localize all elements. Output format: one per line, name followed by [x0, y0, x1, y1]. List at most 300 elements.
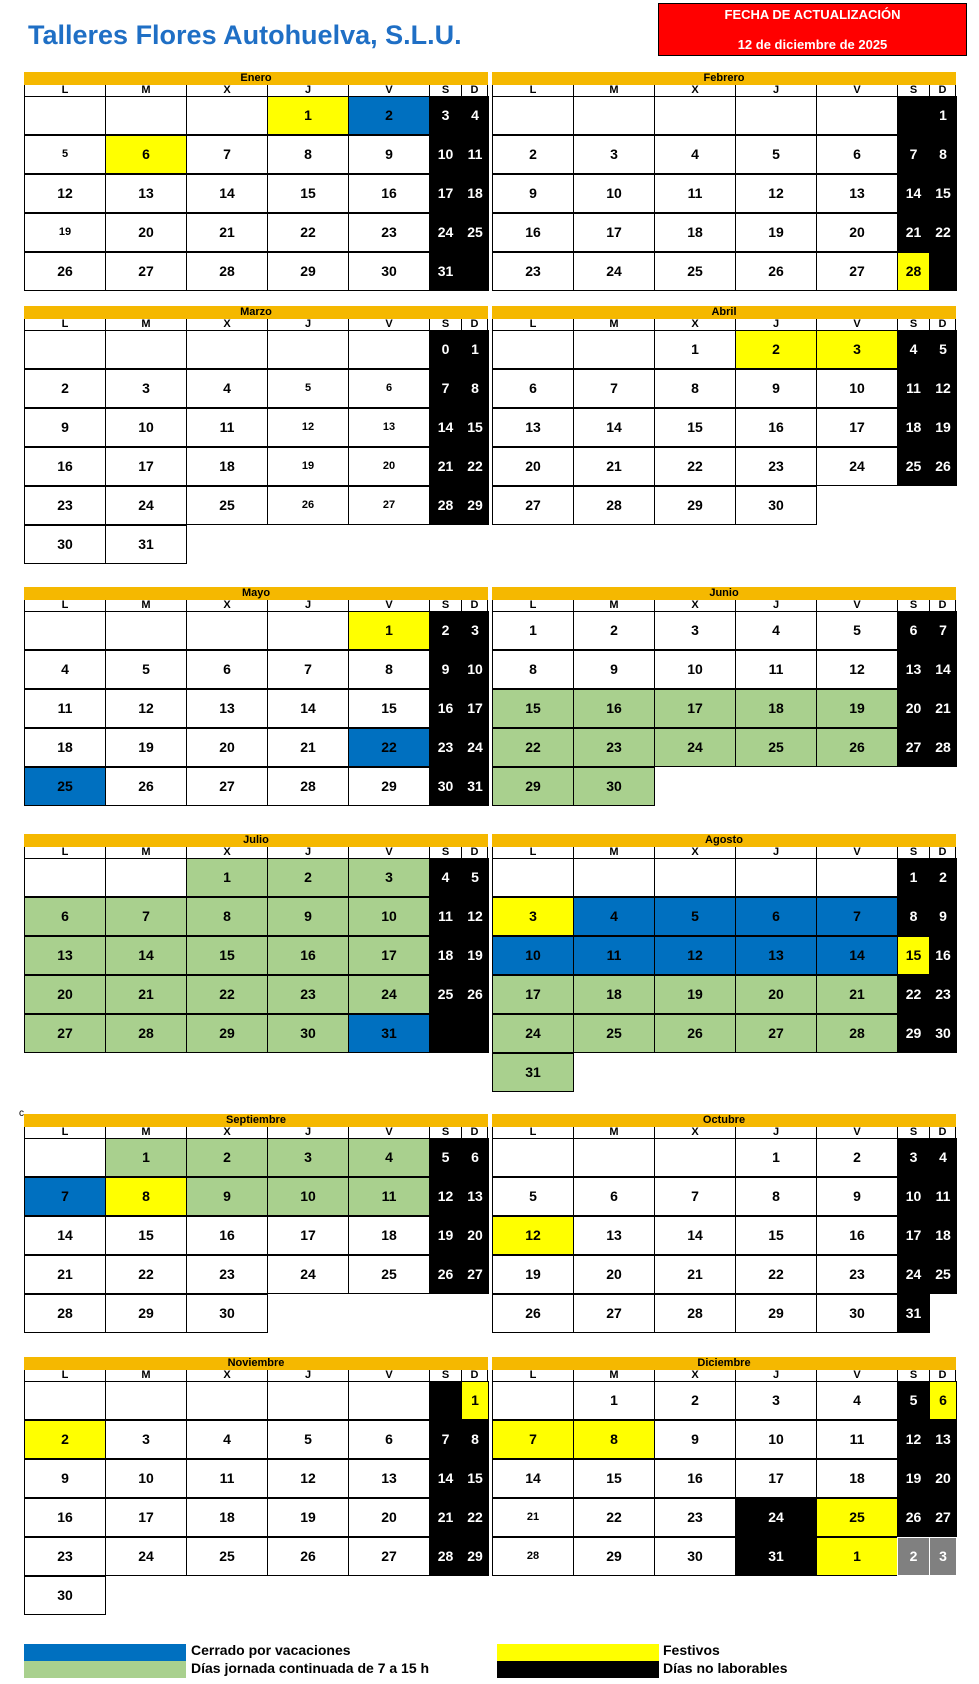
day-cell: 25 — [348, 1255, 430, 1294]
empty-day-cell — [654, 1138, 736, 1177]
day-cell: 9 — [654, 1420, 736, 1459]
day-cell: 11 — [186, 408, 268, 447]
day-cell: 24 — [267, 1255, 349, 1294]
empty-day-cell — [105, 858, 187, 897]
day-cell: 28 — [492, 1537, 574, 1576]
non-working-day-cell: 8 — [461, 1420, 489, 1459]
day-cell: 26 — [492, 1294, 574, 1333]
non-working-day-cell: 19 — [929, 408, 957, 447]
continuous-shift-day-cell: 30 — [573, 767, 655, 806]
weekday-header: D — [929, 600, 956, 611]
update-label: FECHA DE ACTUALIZACIÓN — [724, 7, 901, 22]
day-cell: 28 — [573, 486, 655, 525]
day-cell: 22 — [654, 447, 736, 486]
non-working-day-cell: 21 — [897, 213, 930, 252]
non-working-day-cell: 13 — [461, 1177, 489, 1216]
non-working-day-cell: 1 — [929, 96, 957, 135]
empty-day-cell — [186, 1381, 268, 1420]
month-name: Septiembre — [24, 1114, 488, 1127]
continuous-shift-day-cell: 27 — [24, 1014, 106, 1053]
continuous-shift-day-cell: 20 — [24, 975, 106, 1014]
empty-day-cell — [816, 858, 898, 897]
day-cell: 29 — [573, 1537, 655, 1576]
holiday-day-cell: 2 — [735, 330, 817, 369]
day-cell: 26 — [735, 252, 817, 291]
weekday-header: V — [816, 847, 897, 858]
day-cell: 6 — [186, 650, 268, 689]
day-cell: 13 — [348, 408, 430, 447]
day-cell: 23 — [654, 1498, 736, 1537]
day-cell: 23 — [492, 252, 574, 291]
day-cell: 28 — [654, 1294, 736, 1333]
day-cell: 16 — [654, 1459, 736, 1498]
holiday-day-cell: 3 — [816, 330, 898, 369]
holiday-day-cell: 1 — [267, 96, 349, 135]
day-cell: 11 — [816, 1420, 898, 1459]
day-cell: 9 — [735, 369, 817, 408]
non-working-day-cell: 25 — [429, 975, 462, 1014]
non-working-day-cell: 23 — [429, 728, 462, 767]
day-cell: 27 — [573, 1294, 655, 1333]
continuous-shift-day-cell: 30 — [267, 1014, 349, 1053]
day-cell: 30 — [24, 1576, 106, 1615]
day-cell: 17 — [735, 1459, 817, 1498]
empty-day-cell — [24, 611, 106, 650]
month-name: Junio — [492, 587, 956, 600]
non-working-day-cell: 12 — [897, 1420, 930, 1459]
day-cell: 15 — [654, 408, 736, 447]
day-cell: 8 — [492, 650, 574, 689]
day-cell: 22 — [735, 1255, 817, 1294]
legend-swatch — [24, 1644, 186, 1661]
vacation-day-cell: 11 — [573, 936, 655, 975]
month-name: Enero — [24, 72, 488, 85]
weekday-header: L — [24, 847, 105, 858]
legend-swatch — [497, 1644, 659, 1661]
empty-day-cell — [573, 330, 655, 369]
day-cell: 12 — [267, 1459, 349, 1498]
day-cell: 3 — [735, 1381, 817, 1420]
continuous-shift-day-cell: 16 — [267, 936, 349, 975]
holiday-day-cell: 28 — [897, 252, 930, 291]
non-working-day-cell: 18 — [461, 174, 489, 213]
non-working-day-cell: 23 — [929, 975, 957, 1014]
day-cell: 6 — [816, 135, 898, 174]
non-working-day-cell: 2 — [929, 858, 957, 897]
day-cell: 9 — [573, 650, 655, 689]
holiday-day-cell: 6 — [929, 1381, 957, 1420]
weekday-header: M — [105, 847, 186, 858]
empty-day-cell — [105, 611, 187, 650]
weekday-header: D — [461, 847, 488, 858]
weekday-header: V — [348, 600, 429, 611]
empty-day-cell — [573, 858, 655, 897]
weekday-header: X — [654, 1370, 735, 1381]
day-cell: 31 — [105, 525, 187, 564]
weekday-header: V — [348, 1127, 429, 1138]
non-working-day-cell: 29 — [461, 1537, 489, 1576]
non-working-day-cell: 10 — [897, 1177, 930, 1216]
weekday-header: X — [654, 600, 735, 611]
holiday-day-cell: 2 — [24, 1420, 106, 1459]
non-working-day-cell: 5 — [929, 330, 957, 369]
weekday-header: S — [429, 1127, 461, 1138]
weekday-header: S — [429, 847, 461, 858]
weekday-header: V — [816, 319, 897, 330]
continuous-shift-day-cell: 7 — [105, 897, 187, 936]
day-cell: 14 — [24, 1216, 106, 1255]
empty-day-cell — [267, 611, 349, 650]
non-working-day-cell: 22 — [461, 447, 489, 486]
day-cell: 5 — [492, 1177, 574, 1216]
day-cell: 20 — [186, 728, 268, 767]
continuous-shift-day-cell: 17 — [348, 936, 430, 975]
day-cell: 2 — [492, 135, 574, 174]
continuous-shift-day-cell: 4 — [348, 1138, 430, 1177]
non-working-day-cell: 6 — [461, 1138, 489, 1177]
empty-day-cell — [573, 96, 655, 135]
holiday-day-cell: 8 — [105, 1177, 187, 1216]
continuous-shift-day-cell: 2 — [267, 858, 349, 897]
day-cell: 23 — [24, 486, 106, 525]
continuous-shift-day-cell: 22 — [492, 728, 574, 767]
day-cell: 30 — [24, 525, 106, 564]
continuous-shift-day-cell: 17 — [492, 975, 574, 1014]
weekday-header: V — [816, 600, 897, 611]
day-cell: 9 — [348, 135, 430, 174]
day-cell: 17 — [105, 447, 187, 486]
non-working-day-cell: 27 — [461, 1255, 489, 1294]
empty-day-cell — [24, 330, 106, 369]
continuous-shift-day-cell: 10 — [348, 897, 430, 936]
day-cell: 10 — [105, 408, 187, 447]
day-cell: 30 — [735, 486, 817, 525]
weekday-header: M — [573, 319, 654, 330]
weekday-header: S — [429, 600, 461, 611]
day-cell: 4 — [186, 369, 268, 408]
non-working-day-cell: 26 — [429, 1255, 462, 1294]
day-cell: 28 — [267, 767, 349, 806]
weekday-header: M — [573, 85, 654, 96]
non-working-day-cell: 31 — [897, 1294, 930, 1333]
weekday-header: J — [735, 600, 816, 611]
continuous-shift-day-cell: 28 — [105, 1014, 187, 1053]
weekday-header: S — [897, 319, 929, 330]
non-working-day-cell: 4 — [461, 96, 489, 135]
day-cell: 23 — [735, 447, 817, 486]
day-cell: 29 — [348, 767, 430, 806]
day-cell: 22 — [105, 1255, 187, 1294]
day-cell: 8 — [735, 1177, 817, 1216]
day-cell: 10 — [735, 1420, 817, 1459]
non-working-day-cell: 30 — [929, 1014, 957, 1053]
day-cell: 14 — [573, 408, 655, 447]
weekday-header: D — [461, 1370, 488, 1381]
non-working-day-cell: 27 — [897, 728, 930, 767]
non-working-day-cell: 7 — [429, 1420, 462, 1459]
day-cell: 20 — [816, 213, 898, 252]
weekday-header: V — [816, 1127, 897, 1138]
vacation-day-cell: 12 — [654, 936, 736, 975]
weekday-header: X — [654, 1127, 735, 1138]
legend-label: Días jornada continuada de 7 a 15 h — [191, 1660, 430, 1676]
continuous-shift-day-cell: 13 — [24, 936, 106, 975]
weekday-header: S — [429, 319, 461, 330]
empty-day-cell — [24, 1138, 106, 1177]
day-cell: 11 — [654, 174, 736, 213]
day-cell: 22 — [267, 213, 349, 252]
holiday-day-cell: 1 — [816, 1537, 898, 1576]
empty-day-cell — [267, 330, 349, 369]
continuous-shift-day-cell: 21 — [105, 975, 187, 1014]
non-working-day-cell: 26 — [897, 1498, 930, 1537]
day-cell: 10 — [816, 369, 898, 408]
day-cell: 10 — [105, 1459, 187, 1498]
day-cell: 20 — [105, 213, 187, 252]
non-working-day-cell: 12 — [461, 897, 489, 936]
weekday-header: L — [492, 1127, 573, 1138]
weekday-header: M — [573, 847, 654, 858]
month-name: Noviembre — [24, 1357, 488, 1370]
empty-day-cell — [492, 330, 574, 369]
empty-day-cell — [654, 96, 736, 135]
day-cell: 16 — [735, 408, 817, 447]
weekday-header: X — [186, 600, 267, 611]
day-cell: 16 — [24, 1498, 106, 1537]
continuous-shift-day-cell: 19 — [654, 975, 736, 1014]
vacation-day-cell: 7 — [24, 1177, 106, 1216]
day-cell: 22 — [573, 1498, 655, 1537]
day-cell: 29 — [654, 486, 736, 525]
day-cell: 24 — [105, 1537, 187, 1576]
day-cell: 14 — [267, 689, 349, 728]
day-cell: 21 — [24, 1255, 106, 1294]
day-cell: 24 — [573, 252, 655, 291]
weekday-header: J — [267, 600, 348, 611]
day-cell: 17 — [267, 1216, 349, 1255]
day-cell: 5 — [267, 1420, 349, 1459]
holiday-day-cell: 25 — [816, 1498, 898, 1537]
non-working-day-cell: 11 — [429, 897, 462, 936]
day-cell: 26 — [267, 486, 349, 525]
weekday-header: D — [929, 847, 956, 858]
empty-day-cell — [816, 96, 898, 135]
day-cell: 2 — [24, 369, 106, 408]
update-date: 12 de diciembre de 2025 — [737, 37, 888, 52]
day-cell: 21 — [492, 1498, 574, 1537]
month-name: Octubre — [492, 1114, 956, 1127]
weekday-header: X — [654, 847, 735, 858]
day-cell: 16 — [24, 447, 106, 486]
day-cell: 13 — [186, 689, 268, 728]
day-cell: 19 — [735, 213, 817, 252]
holiday-day-cell: 12 — [492, 1216, 574, 1255]
non-working-day-cell: 24 — [735, 1498, 817, 1537]
weekday-header: L — [24, 1127, 105, 1138]
day-cell: 5 — [735, 135, 817, 174]
vacation-day-cell: 13 — [735, 936, 817, 975]
day-cell: 30 — [816, 1294, 898, 1333]
day-cell: 18 — [816, 1459, 898, 1498]
non-working-day-cell: 28 — [429, 486, 462, 525]
next-year-day-cell: 3 — [929, 1537, 957, 1576]
non-working-day-cell: 4 — [929, 1138, 957, 1177]
weekday-header: S — [897, 600, 929, 611]
non-working-day-cell — [429, 1381, 462, 1420]
empty-day-cell — [105, 330, 187, 369]
day-cell: 27 — [348, 1537, 430, 1576]
weekday-header: V — [348, 85, 429, 96]
weekday-header: L — [24, 600, 105, 611]
weekday-header: J — [267, 1370, 348, 1381]
day-cell: 4 — [735, 611, 817, 650]
vacation-day-cell: 2 — [348, 96, 430, 135]
day-cell: 19 — [267, 447, 349, 486]
non-working-day-cell: 5 — [897, 1381, 930, 1420]
continuous-shift-day-cell: 14 — [105, 936, 187, 975]
non-working-day-cell: 27 — [929, 1498, 957, 1537]
non-working-day-cell: 20 — [897, 689, 930, 728]
next-year-day-cell: 2 — [897, 1537, 930, 1576]
non-working-day-cell: 18 — [429, 936, 462, 975]
continuous-shift-day-cell: 3 — [348, 858, 430, 897]
empty-day-cell — [348, 1381, 430, 1420]
non-working-day-cell: 15 — [929, 174, 957, 213]
day-cell: 16 — [186, 1216, 268, 1255]
weekday-header: J — [267, 85, 348, 96]
day-cell: 8 — [267, 135, 349, 174]
day-cell: 3 — [573, 135, 655, 174]
weekday-header: X — [654, 319, 735, 330]
non-working-day-cell: 18 — [897, 408, 930, 447]
legend-swatch — [497, 1661, 659, 1678]
day-cell: 3 — [105, 1420, 187, 1459]
day-cell: 14 — [492, 1459, 574, 1498]
day-cell: 20 — [348, 447, 430, 486]
non-working-day-cell: 31 — [461, 767, 489, 806]
weekday-header: X — [186, 85, 267, 96]
vacation-day-cell: 4 — [573, 897, 655, 936]
continuous-shift-day-cell: 18 — [735, 689, 817, 728]
day-cell: 28 — [186, 252, 268, 291]
empty-day-cell — [492, 858, 574, 897]
continuous-shift-day-cell: 26 — [654, 1014, 736, 1053]
non-working-day-cell: 22 — [929, 213, 957, 252]
update-date-box — [658, 3, 967, 56]
day-cell: 30 — [348, 252, 430, 291]
day-cell: 24 — [816, 447, 898, 486]
day-cell: 14 — [654, 1216, 736, 1255]
day-cell: 30 — [186, 1294, 268, 1333]
day-cell: 3 — [105, 369, 187, 408]
holiday-day-cell: 1 — [461, 1381, 489, 1420]
non-working-day-cell: 4 — [897, 330, 930, 369]
non-working-day-cell: 14 — [897, 174, 930, 213]
non-working-day-cell: 31 — [429, 252, 462, 291]
weekday-header: V — [348, 319, 429, 330]
non-working-day-cell: 14 — [429, 408, 462, 447]
weekday-header: L — [24, 85, 105, 96]
non-working-day-cell: 10 — [429, 135, 462, 174]
non-working-day-cell: 9 — [429, 650, 462, 689]
day-cell: 17 — [573, 213, 655, 252]
day-cell: 23 — [816, 1255, 898, 1294]
legend-label: Festivos — [663, 1642, 720, 1658]
continuous-shift-day-cell: 18 — [573, 975, 655, 1014]
continuous-shift-day-cell: 24 — [492, 1014, 574, 1053]
continuous-shift-day-cell: 31 — [492, 1053, 574, 1092]
non-working-day-cell: 7 — [897, 135, 930, 174]
weekday-header: S — [429, 85, 461, 96]
empty-day-cell — [186, 330, 268, 369]
non-working-day-cell: 28 — [429, 1537, 462, 1576]
vacation-day-cell: 25 — [24, 767, 106, 806]
continuous-shift-day-cell: 3 — [267, 1138, 349, 1177]
empty-day-cell — [105, 96, 187, 135]
day-cell: 2 — [816, 1138, 898, 1177]
day-cell: 29 — [735, 1294, 817, 1333]
day-cell: 27 — [105, 252, 187, 291]
non-working-day-cell: 20 — [461, 1216, 489, 1255]
day-cell: 12 — [735, 174, 817, 213]
day-cell: 16 — [492, 213, 574, 252]
day-cell: 2 — [573, 611, 655, 650]
non-working-day-cell: 17 — [897, 1216, 930, 1255]
day-cell: 28 — [24, 1294, 106, 1333]
non-working-day-cell: 21 — [929, 689, 957, 728]
weekday-header: M — [573, 1370, 654, 1381]
day-cell: 13 — [492, 408, 574, 447]
weekday-header: V — [348, 847, 429, 858]
vacation-day-cell: 6 — [735, 897, 817, 936]
continuous-shift-day-cell: 29 — [186, 1014, 268, 1053]
vacation-day-cell: 7 — [816, 897, 898, 936]
weekday-header: S — [897, 1127, 929, 1138]
day-cell: 7 — [573, 369, 655, 408]
weekday-header: M — [105, 1127, 186, 1138]
empty-day-cell — [735, 96, 817, 135]
weekday-header: J — [735, 847, 816, 858]
day-cell: 5 — [267, 369, 349, 408]
weekday-header: D — [461, 85, 488, 96]
month-name: Mayo — [24, 587, 488, 600]
day-cell: 3 — [654, 611, 736, 650]
weekday-header: D — [929, 85, 956, 96]
weekday-header: J — [267, 319, 348, 330]
vacation-day-cell: 10 — [492, 936, 574, 975]
day-cell: 9 — [492, 174, 574, 213]
non-working-day-cell: 24 — [897, 1255, 930, 1294]
vacation-day-cell: 31 — [348, 1014, 430, 1053]
non-working-day-cell: 25 — [929, 1255, 957, 1294]
day-cell: 7 — [267, 650, 349, 689]
non-working-day-cell: 11 — [929, 1177, 957, 1216]
day-cell: 11 — [735, 650, 817, 689]
non-working-day-cell: 13 — [929, 1420, 957, 1459]
holiday-day-cell: 15 — [897, 936, 930, 975]
day-cell: 16 — [348, 174, 430, 213]
non-working-day-cell: 28 — [929, 728, 957, 767]
weekday-header: V — [348, 1370, 429, 1381]
non-working-day-cell: 31 — [735, 1537, 817, 1576]
non-working-day-cell: 19 — [461, 936, 489, 975]
weekday-header: M — [573, 1127, 654, 1138]
month-name: Diciembre — [492, 1357, 956, 1370]
weekday-header: S — [897, 847, 929, 858]
non-working-day-cell: 12 — [929, 369, 957, 408]
non-working-day-cell: 26 — [929, 447, 957, 486]
day-cell: 1 — [735, 1138, 817, 1177]
